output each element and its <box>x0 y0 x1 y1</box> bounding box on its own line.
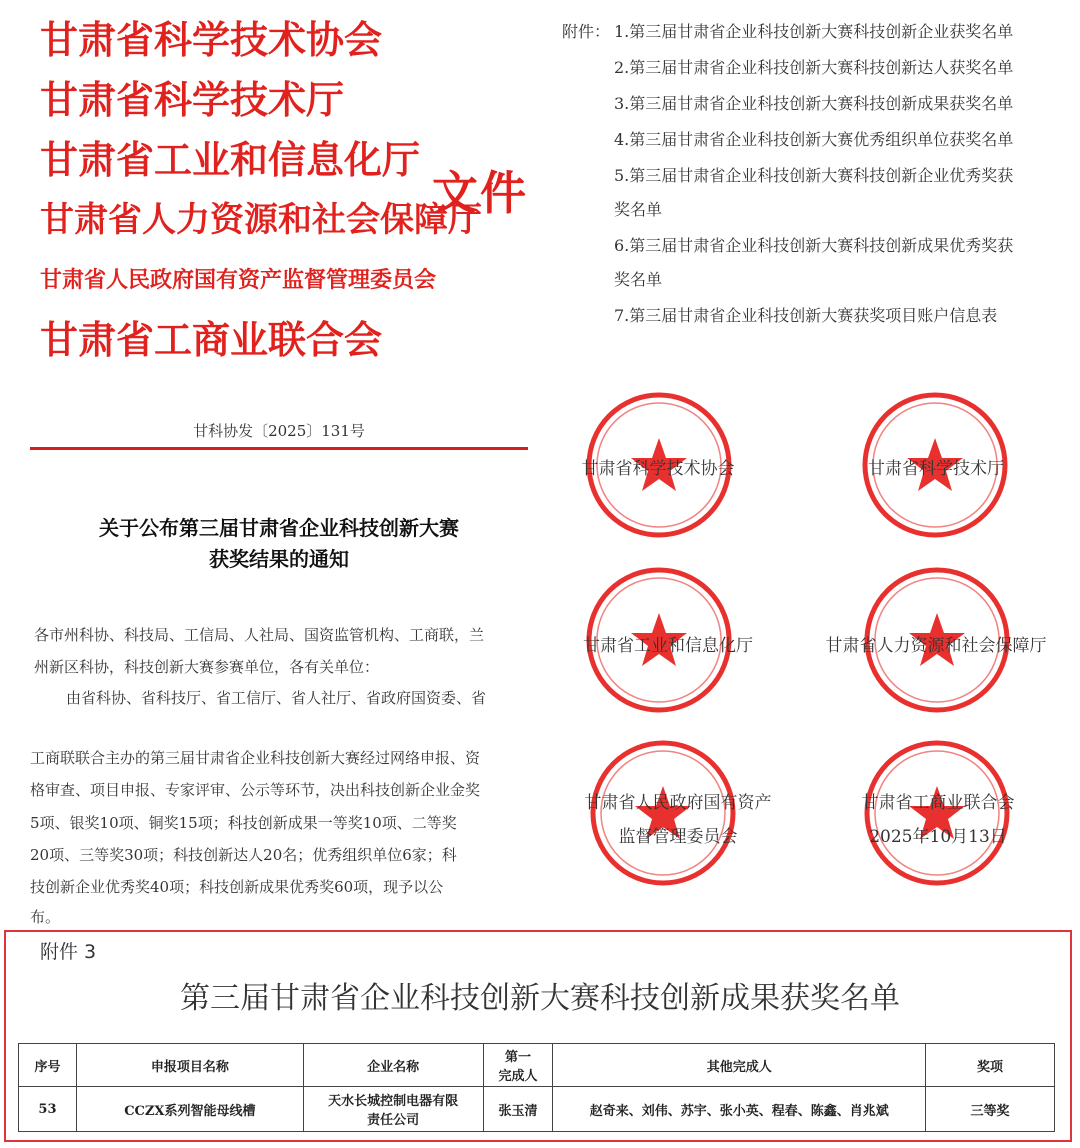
col-header-project: 申报项目名称 <box>76 1044 303 1087</box>
attachment-item-4[interactable]: 4.第三届甘肃省企业科技创新大赛优秀组织单位获奖名单 <box>614 130 1014 149</box>
cell-others: 赵奇来、刘伟、苏宇、张小英、程春、陈鑫、肖兆斌 <box>553 1087 926 1132</box>
notice-body-line: 20项、三等奖30项；科技创新达人20名；优秀组织单位6家；科 <box>30 846 457 864</box>
issuer-line-6: 甘肃省工商业联合会 <box>40 317 383 362</box>
cell-company-l1: 天水长城控制电器有限 <box>328 1094 459 1109</box>
doc-label: 文件 <box>432 166 528 220</box>
cell-company-l2: 责任公司 <box>367 1113 420 1128</box>
appendix-title: 第三届甘肃省企业科技创新大赛科技创新成果获奖名单 <box>180 981 900 1016</box>
cell-award: 三等奖 <box>926 1087 1055 1132</box>
cell-no: 53 <box>19 1087 77 1132</box>
col-header-others: 其他完成人 <box>553 1044 926 1087</box>
signature-org: 甘肃省科学技术协会 <box>581 459 735 479</box>
issuer-line-5: 甘肃省人民政府国有资产监督管理委员会 <box>40 267 437 293</box>
notice-body-line: 布。 <box>30 908 61 926</box>
attachment-item-1[interactable]: 1.第三届甘肃省企业科技创新大赛科技创新企业获奖名单 <box>614 22 1014 41</box>
notice-body-line: 5项、银奖10项、铜奖15项；科技创新成果一等奖10项、二等奖 <box>30 814 457 832</box>
cell-company <box>303 1087 483 1132</box>
issuer-line-3: 甘肃省工业和信息化厅 <box>40 137 421 182</box>
col-header-no: 序号 <box>19 1044 77 1087</box>
signature-org: 甘肃省工业和信息化厅 <box>583 636 753 656</box>
award-table <box>18 1043 1055 1132</box>
notice-body-line: 工商联联合主办的第三届甘肃省企业科技创新大赛经过网络申报、资 <box>30 749 481 767</box>
notice-title-line-1: 关于公布第三届甘肃省企业科技创新大赛 <box>99 516 459 540</box>
attachments-prefix: 附件： <box>562 22 611 41</box>
signature-org: 甘肃省人力资源和社会保障厅 <box>825 636 1047 656</box>
table-header-row <box>19 1044 1055 1087</box>
attachment-item-5-cont: 奖名单 <box>614 200 663 219</box>
appendix-label: 附件 3 <box>40 941 97 963</box>
table-row <box>19 1087 1055 1132</box>
attachment-item-7[interactable]: 7.第三届甘肃省企业科技创新大赛获奖项目账户信息表 <box>614 306 998 325</box>
seal-stamp-icon <box>588 738 738 888</box>
notice-body-line: 各市州科协、科技局、工信局、人社局、国资监管机构、工商联，兰 <box>34 626 485 644</box>
issuer-line-1: 甘肃省科学技术协会 <box>40 17 383 62</box>
notice-body-line: 技创新企业优秀奖40项；科技创新成果优秀奖60项，现予以公 <box>30 878 444 896</box>
signature-org: 甘肃省科学技术厅 <box>868 459 1004 479</box>
notice-body-line: 格审查、项目申报、专家评审、公示等环节，决出科技创新企业金奖 <box>30 781 481 799</box>
notice-body-line: 由省科协、省科技厅、省工信厅、省人社厅、省政府国资委、省 <box>66 689 487 707</box>
col-header-first <box>483 1044 553 1087</box>
seal-stamp-icon <box>862 738 1012 888</box>
col-header-award: 奖项 <box>926 1044 1055 1087</box>
signature-org: 甘肃省工商业联合会 <box>861 793 1015 813</box>
attachment-item-2[interactable]: 2.第三届甘肃省企业科技创新大赛科技创新达人获奖名单 <box>614 58 1014 77</box>
attachment-item-5[interactable]: 5.第三届甘肃省企业科技创新大赛科技创新企业优秀奖获 <box>614 166 1014 185</box>
col-header-first-l2: 完成人 <box>498 1069 538 1084</box>
col-header-company: 企业名称 <box>303 1044 483 1087</box>
attachment-item-6-cont: 奖名单 <box>614 270 663 289</box>
red-divider <box>30 447 528 450</box>
cell-project: CCZX系列智能母线槽 <box>76 1087 303 1132</box>
cell-first: 张玉清 <box>483 1087 553 1132</box>
attachment-item-3[interactable]: 3.第三届甘肃省企业科技创新大赛科技创新成果获奖名单 <box>614 94 1014 113</box>
issuer-line-2: 甘肃省科学技术厅 <box>40 77 345 122</box>
col-header-first-l1: 第一 <box>505 1050 532 1065</box>
doc-number: 甘科协发〔2025〕131号 <box>193 422 365 440</box>
signature-date: 2025年10月13日 <box>869 827 1007 847</box>
signature-org: 监督管理委员会 <box>618 827 738 847</box>
attachment-item-6[interactable]: 6.第三届甘肃省企业科技创新大赛科技创新成果优秀奖获 <box>614 236 1014 255</box>
notice-body-line: 州新区科协，科技创新大赛参赛单位，各有关单位： <box>34 658 380 676</box>
issuer-line-4: 甘肃省人力资源和社会保障厅 <box>40 200 482 240</box>
notice-title-line-2: 获奖结果的通知 <box>209 547 349 571</box>
signature-org: 甘肃省人民政府国有资产 <box>584 793 772 813</box>
